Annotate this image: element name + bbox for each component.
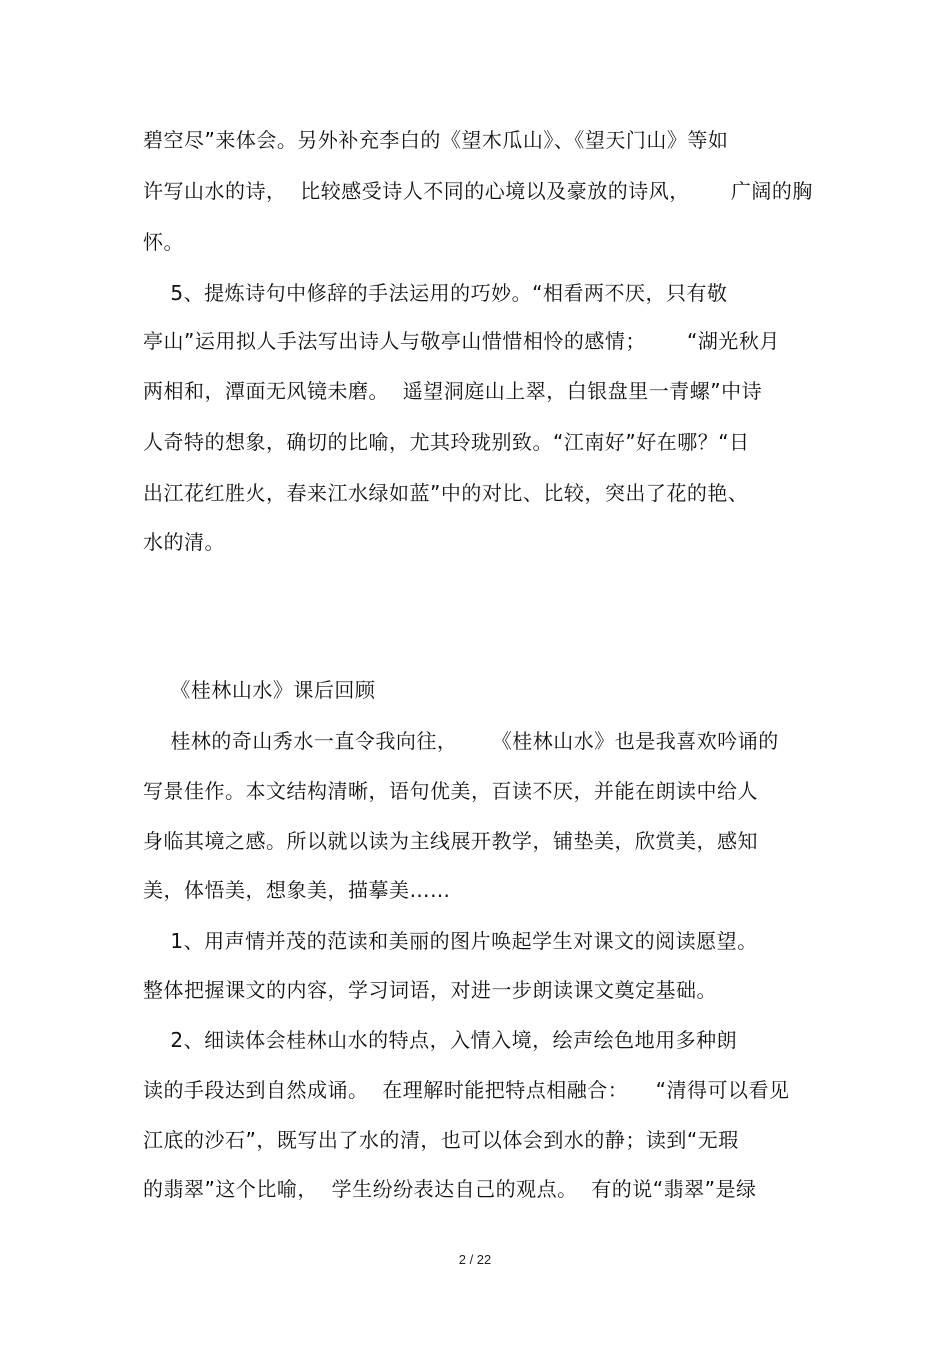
text-line: 江底的沙石”，既写出了水的清，也可以体会到水的静；读到“无瑕 [143,1128,739,1152]
text-line: 1、用声情并茂的范读和美丽的图片唤起学生对课文的阅读愿望。 [143,929,758,953]
text-line: 整体把握课文的内容，学习词语，对进一步朗读课文奠定基础。 [143,978,717,1002]
text-line: 桂林的奇山秀水一直令我向往， 《桂林山水》也是我喜欢吟诵的 [143,729,779,753]
text-line: 写景佳作。本文结构清晰，语句优美，百读不厌，并能在朗读中给人 [143,779,758,803]
text-line: 出江花红胜火，春来江水绿如蓝”中的对比、比较，突出了花的艳、 [143,481,749,505]
text-line: 美，体悟美，想象美，描摹美…… [143,878,451,902]
text-line: 碧空尽”来体会。另外补充李白的《望木瓜山》、《望天门山》等如 [143,128,729,152]
page-number: 2 / 22 [458,1252,492,1267]
section-heading: 《桂林山水》课后回顾 [143,678,376,702]
text-line: 身临其境之感。所以就以读为主线展开教学，铺垫美，欣赏美，感知 [143,829,758,853]
text-line: 亭山”运用拟人手法写出诗人与敬亭山惜惜相怜的感情； “湖光秋月 [143,329,780,353]
text-line: 2、细读体会桂林山水的特点，入情入境，绘声绘色地用多种朗 [143,1028,738,1052]
text-line: 怀。 [143,230,184,254]
text-line: 的翡翠”这个比喻， 学生纷纷表达自己的观点。 有的说“翡翠”是绿 [143,1177,757,1201]
text-line: 读的手段达到自然成诵。 在理解时能把特点相融合： “清得可以看见 [143,1078,790,1102]
text-line: 水的清。 [143,530,225,554]
text-line: 人奇特的想象，确切的比喻，尤其玲珑别致。“江南好”好在哪？“日 [143,430,750,454]
text-line: 许写山水的诗， 比较感受诗人不同的心境以及豪放的诗风， 广阔的胸 [143,179,813,203]
text-line: 两相和，潭面无风镜未磨。 遥望洞庭山上翠，白银盘里一青螺”中诗 [143,379,763,403]
text-line: 5、提炼诗句中修辞的手法运用的巧妙。“相看两不厌，只有敬 [143,281,728,305]
